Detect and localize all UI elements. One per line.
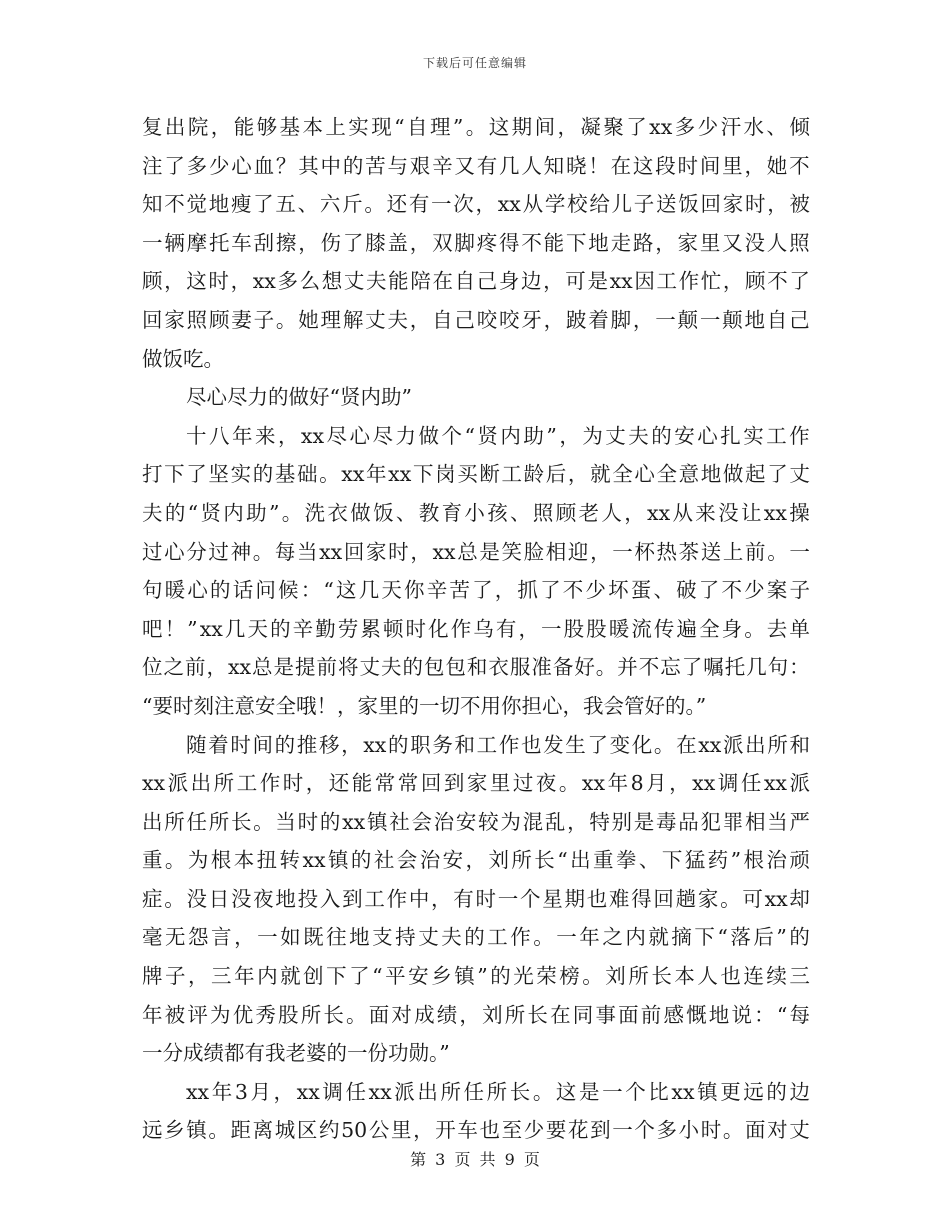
- text-line: 牌 子 ， 三 年 内 就 创 下 了 “ 平 安 乡 镇 ” 的 光 荣 榜 。 刘 所 长 本 人 也 连 续 三: [142, 964, 810, 989]
- page-header-note: 下载后可任意编辑: [422, 56, 527, 70]
- text-line: 重 。 为 根 本 扭 转 xx 镇 的 社 会 治 安 ， 刘 所 长 “ 出 重 拳 、 下 猛 药 ” 根 治 顽: [142, 848, 810, 873]
- text-line: 十 八 年 来 ， xx 尽 心 尽 力 做 个 “ 贤 内 助 ” ， 为 丈 夫 的 安 心 扎 实 工 作: [186, 423, 810, 448]
- text-line: 毫 无 怨 言 ， 一 如 既 往 地 支 持 丈 夫 的 工 作 。 一 年 之 内 就 摘 下 “ 落 后 ” 的: [142, 925, 810, 950]
- text-line: 年 被 评 为 优 秀 股 所 长 。 面 对 成 绩 ， 刘 所 长 在 同 事 面 前 感 慨 地 说 ： “ 每: [142, 1002, 810, 1027]
- text-line: 打 下 了 坚 实 的 基 础 。 xx 年 xx 下 岗 买 断 工 龄 后 ， 就 全 心 全 意 地 做 起 了 丈: [142, 462, 810, 487]
- text-line: 一 辆 摩 托 车 刮 擦 ， 伤 了 膝 盖 ， 双 脚 疼 得 不 能 下 地 走 路 ， 家 里 又 没 人 照: [142, 230, 810, 255]
- text-line: 句 暖 心 的 话 问 候 ： “ 这 几 天 你 辛 苦 了 ， 抓 了 不 少 坏 蛋 、 破 了 不 少 案 子: [142, 578, 810, 603]
- text-line: 做饭吃。: [142, 346, 224, 371]
- text-line: 随 着 时 间 的 推 移 ， xx 的 职 务 和 工 作 也 发 生 了 变 化 。 在 xx 派 出 所 和: [186, 732, 810, 757]
- page-number-footer: 第 3 页 共 9 页: [410, 1150, 540, 1169]
- document-body: [142, 108, 810, 1150]
- text-line: “要时刻注意安全哦！，家里的一切不用你担心，我会管好的。”: [142, 693, 707, 718]
- text-line: 夫 的 “ 贤 内 助 ” 。 洗 衣 做 饭 、 教 育 小 孩 、 照 顾 老 人 ， xx 从 来 没 让 xx 操: [142, 500, 810, 525]
- text-line: 出 所 任 所 长 。 当 时 的 xx 镇 社 会 治 安 较 为 混 乱 ， 特 别 是 毒 品 犯 罪 相 当 严: [142, 809, 810, 834]
- text-line: 吧 ！ ” xx 几 天 的 辛 勤 劳 累 顿 时 化 作 乌 有 ， 一 股 股 暖 流 传 遍 全 身 。 去 单: [142, 616, 810, 641]
- text-line: 症 。 没 日 没 夜 地 投 入 到 工 作 中 ， 有 时 一 个 星 期 也 难 得 回 趟 家 。 可 xx 却: [142, 886, 810, 911]
- text-line: 注 了 多 少 心 血 ？ 其 中 的 苦 与 艰 辛 又 有 几 人 知 晓 ！ 在 这 段 时 间 里 ， 她 不: [142, 153, 810, 178]
- text-line: 远 乡 镇 。 距 离 城 区 约 50 公 里 ， 开 车 也 至 少 要 花 到 一 个 多 小 时 。 面 对 丈: [142, 1118, 810, 1143]
- text-line: 一分成绩都有我老婆的一份功勋。”: [142, 1041, 450, 1066]
- text-line: 尽心尽力的做好“贤内助”: [186, 385, 412, 410]
- text-line: 过 心 分 过 神 。 每 当 xx 回 家 时 ， xx 总 是 笑 脸 相 迎 ， 一 杯 热 茶 送 上 前 。 一: [142, 539, 810, 564]
- text-line: 复 出 院 ， 能 够 基 本 上 实 现 “ 自 理 ” 。 这 期 间 ， 凝 聚 了 xx 多 少 汗 水 、 倾: [142, 115, 810, 139]
- text-line: xx 年 3 月 ， xx 调 任 xx 派 出 所 任 所 长 。 这 是 一 个 比 xx 镇 更 远 的 边: [186, 1079, 810, 1104]
- text-line: 知 不 觉 地 瘦 了 五 、 六 斤 。 还 有 一 次 ， xx 从 学 校 给 儿 子 送 饭 回 家 时 ， 被: [142, 192, 810, 217]
- text-line: xx 派 出 所 工 作 时 ， 还 能 常 常 回 到 家 里 过 夜 。 xx 年 8 月 ， xx 调 任 xx 派: [142, 771, 810, 796]
- text-line: 位 之 前 ， xx 总 是 提 前 将 丈 夫 的 包 包 和 衣 服 准 备 好 。 并 不 忘 了 嘱 托 几 句 ：: [142, 655, 810, 680]
- text-line: 回 家 照 顾 妻 子 。 她 理 解 丈 夫 ， 自 己 咬 咬 牙 ， 跛 着 脚 ， 一 颠 一 颠 地 自 己: [142, 307, 810, 332]
- text-line: 顾 ， 这 时 ， xx 多 么 想 丈 夫 能 陪 在 自 己 身 边 ， 可 是 xx 因 工 作 忙 ， 顾 不 了: [142, 269, 810, 294]
